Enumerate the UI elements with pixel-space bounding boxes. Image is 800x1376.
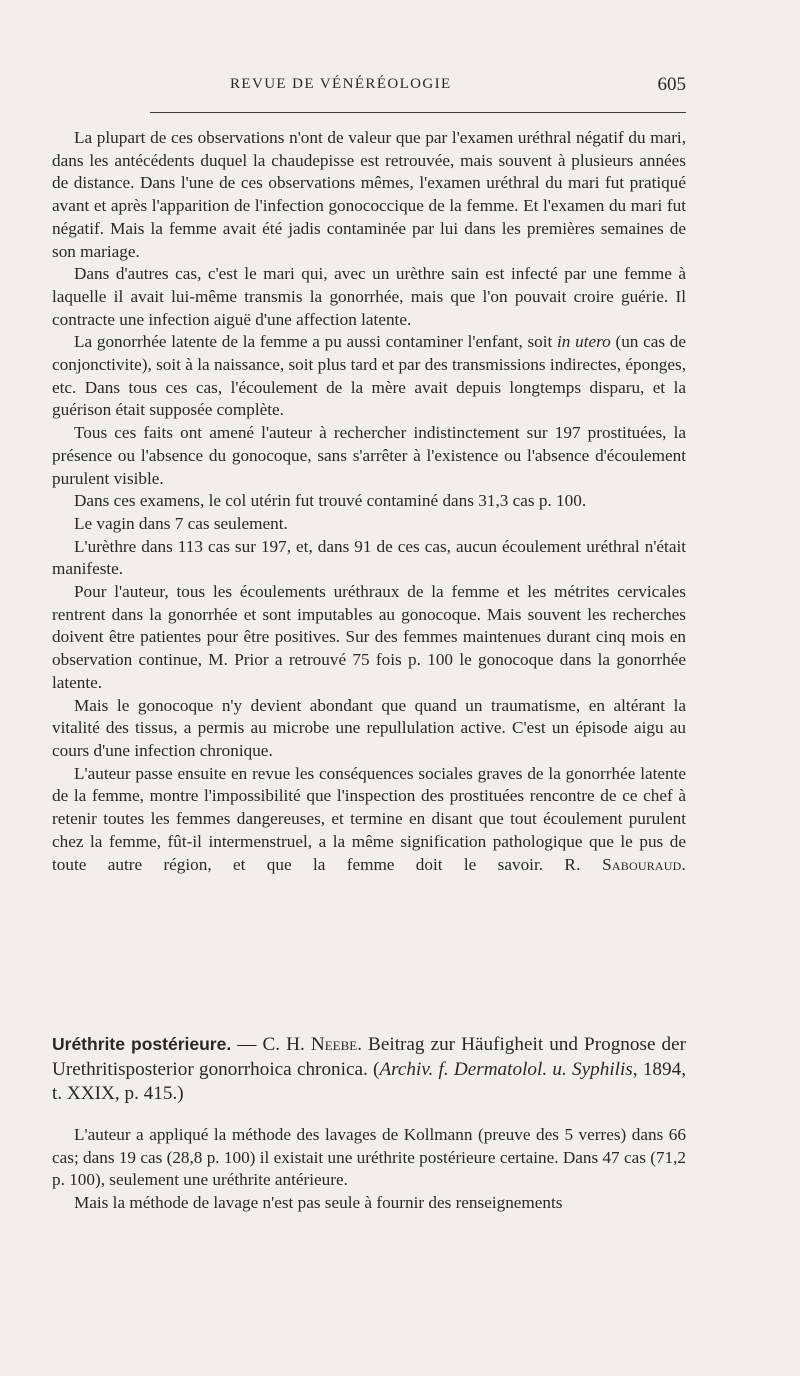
article-title: Uréthrite postérieure. <box>52 1034 232 1054</box>
paragraph-9: Mais le gonocoque n'y devient abondant que quand un traumatisme, en altérant la vitalité des tissus, a permis au microbe une repullulation active. C'est un épisode aigu au cours d'une infection chronique. <box>52 695 686 760</box>
signature <box>564 855 686 874</box>
citation: , 1894, t. XXIX, p. 415.) <box>52 1058 686 1105</box>
paragraph-10-text: L'auteur passe ensuite en revue les conséquences sociales graves de la gonorrhée latente de la femme, montre l'impossibilité que l'inspection des prostituées rencontre de ce chef à retenir toutes les femmes dangereuses, et termine en disant que tout écoulement purulent chez la femme, fût-il intermenstruel, a la même signification pathologique que le pus de toute autre région, et que la femme doit le savoir. <box>52 763 686 874</box>
paragraph-2: Dans d'autres cas, c'est le mari qui, avec un urèthre sain est infecté par une femme à laquelle il avait lui-même transmis la gonorrhée, mais que l'on pouvait croire guérie. Il contracte une infection aiguë d'une affection latente. <box>52 264 686 329</box>
source-open: ( <box>373 1058 380 1080</box>
italic-phrase: in utero <box>557 332 611 352</box>
journal-name: Archiv. f. Dermatolol. u. Syphilis <box>379 1058 633 1080</box>
article-paragraph-2: Mais la méthode de lavage n'est pas seule à fournir des renseignements <box>74 1193 563 1213</box>
paragraph-5: Dans ces examens, le col utérin fut trouvé contaminé dans 31,3 cas p. 100. <box>74 491 587 511</box>
paragraph-6: Le vagin dans 7 cas seulement. <box>74 513 288 533</box>
page-header <box>52 74 686 102</box>
review-body <box>52 127 686 876</box>
article-heading <box>52 1032 686 1107</box>
paragraph-10 <box>52 763 686 877</box>
header-rule <box>150 112 686 113</box>
paragraph-7: L'urèthre dans 113 cas sur 197, et, dans 91 de ces cas, aucun écoulement uréthral n'était manifeste. <box>52 536 686 579</box>
paragraph-3-end: (un cas de conjonctivite), soit à la naissance, soit plus tard et par des transmissions indirectes, éponges, etc. Dans tous ces cas, l'écoulement de la mère avait depuis longtemps disparu, et la guérison était supposée complète. <box>52 332 686 420</box>
author-initials: C. H. <box>262 1034 305 1055</box>
german-title: Beitrag zur Häufigheit und Prognose der Urethritisposterior gonorrhoica chronica. <box>52 1034 687 1080</box>
article-body <box>52 1124 686 1215</box>
signature-initial: R. <box>564 854 581 874</box>
paragraph-4: Tous ces faits ont amené l'auteur à rechercher indistinctement sur 197 prostituées, la présence ou l'absence du gonocoque, sans s'arrêter à l'existence ou l'absence d'écoulement purulent visible. <box>52 423 686 488</box>
article-paragraph-1: L'auteur a appliqué la méthode des lavages de Kollmann (preuve des 5 verres) dans 66 cas; dans 19 cas (28,8 p. 100) il existait une uréthrite postérieure certaine. Dans 47 cas (71,2 p. 100), seulement une uréthrite antérieure. <box>52 1125 686 1190</box>
paragraph-3 <box>52 331 686 422</box>
signature-name: Sabouraud. <box>602 854 687 874</box>
page-number: 605 <box>657 74 686 95</box>
article-heading-block <box>52 1032 686 1107</box>
paragraph-8: Pour l'auteur, tous les écoulements uréthraux de la femme et les métrites cervicales rentrent dans la gonorrhée et sont imputables au gonocoque. Mais souvent les recherches doivent être patientes pour être positives. Sur des femmes maintenues durant cinq mois en observation continue, M. Prior a retrouvé 75 fois p. 100 le gonocoque dans la gonorrhée latente. <box>52 582 686 692</box>
paragraph-1: La plupart de ces observations n'ont de valeur que par l'examen uréthral négatif du mari, dans les antécédents duquel la chaudepisse est retrouvée, mais souvent à plusieurs années de distance. Dans l'une de ces observations mêmes, l'examen uréthral du mari fut pratiqué avant et après l'apparition de l'infection gonococcique de la femme. Et l'examen du mari fut négatif. Mais la femme avait été jadis contaminée par lui dans les premières semaines de son mariage. <box>52 128 686 261</box>
author-name: Neebe. <box>310 1034 362 1055</box>
running-title: REVUE DE VÉNÉRÉOLOGIE <box>230 76 452 92</box>
title-dash: — <box>237 1034 257 1055</box>
paragraph-3-start: La gonorrhée latente de la femme a pu aussi contaminer l'enfant, soit <box>74 332 553 352</box>
